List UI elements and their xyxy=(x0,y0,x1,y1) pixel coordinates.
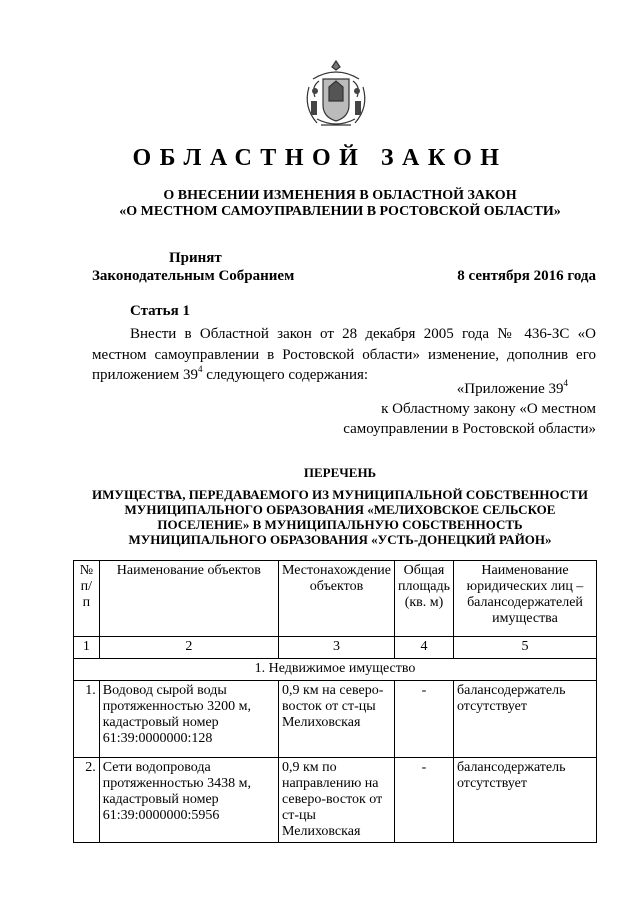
column-number: 3 xyxy=(278,637,394,659)
law-title: ОБЛАСТНОЙ ЗАКОН xyxy=(132,145,508,171)
column-number: 4 xyxy=(395,637,454,659)
appendix-superscript: 4 xyxy=(563,378,568,388)
article-text-part1: Внести в Областной закон от 28 декабря 2005 года № 436-ЗС «О местном самоуправлении в Ростовской области» изменение, дополнив его приложением 39 xyxy=(92,326,596,383)
list-subtitle xyxy=(0,487,640,547)
appendix-line1: «Приложение 39 xyxy=(456,381,564,397)
header-name: Наименование объектов xyxy=(99,561,278,637)
adoption-date: 8 сентября 2016 года xyxy=(457,268,596,284)
list-subtitle-line3: ПОСЕЛЕНИЕ» В МУНИЦИПАЛЬНУЮ СОБСТВЕННОСТЬ xyxy=(157,517,523,532)
article-title: Статья 1 xyxy=(130,303,190,319)
adoption-line1: Принят xyxy=(169,250,222,266)
appendix-line2: к Областному закону «О местном xyxy=(381,401,596,417)
row-holder: балансодержатель отсутствует xyxy=(453,758,596,843)
coat-of-arms-emblem xyxy=(301,57,371,131)
row-location: 0,9 км на северо-восток от ст-цы Мелиховская xyxy=(278,681,394,758)
appendix-line3: самоуправлении в Ростовской области» xyxy=(343,421,596,437)
column-number: 2 xyxy=(99,637,278,659)
appendix-reference xyxy=(320,379,596,439)
article-text-superscript: 4 xyxy=(197,364,203,374)
row-area: - xyxy=(395,681,454,758)
row-num: 1. xyxy=(74,681,100,758)
list-subtitle-line1: ИМУЩЕСТВА, ПЕРЕДАВАЕМОГО ИЗ МУНИЦИПАЛЬНОЙ СОБСТВЕННОСТИ xyxy=(92,487,588,502)
header-area: Общая площадь (кв. м) xyxy=(395,561,454,637)
article-text xyxy=(92,324,596,386)
article-text-part2: следующего содержания: xyxy=(202,367,369,383)
header-num: № п/п xyxy=(74,561,100,637)
list-subtitle-line2: МУНИЦИПАЛЬНОГО ОБРАЗОВАНИЯ «МЕЛИХОВСКОЕ СЕЛЬСКОЕ xyxy=(124,502,556,517)
property-table xyxy=(73,560,597,843)
header-holders: Наименование юридических лиц – балансодержателей имущества xyxy=(453,561,596,637)
adoption-line2: Законодательным Собранием xyxy=(92,268,295,284)
row-name: Сети водопровода протяженностью 3438 м, кадастровый номер 61:39:0000000:5956 xyxy=(99,758,278,843)
row-num: 2. xyxy=(74,758,100,843)
table-header-row xyxy=(74,561,597,637)
table-row xyxy=(74,758,597,843)
table-row xyxy=(74,681,597,758)
list-title: ПЕРЕЧЕНЬ xyxy=(303,465,377,480)
row-holder: балансодержатель отсутствует xyxy=(453,681,596,758)
law-subtitle-line1: О ВНЕСЕНИИ ИЗМЕНЕНИЯ В ОБЛАСТНОЙ ЗАКОН xyxy=(163,188,517,203)
row-area: - xyxy=(395,758,454,843)
column-number: 1 xyxy=(74,637,100,659)
section-title: 1. Недвижимое имущество xyxy=(74,659,597,681)
row-name: Водовод сырой воды протяженностью 3200 м, кадастровый номер 61:39:0000000:128 xyxy=(99,681,278,758)
column-number-row xyxy=(74,637,597,659)
column-number: 5 xyxy=(453,637,596,659)
law-subtitle-line2: «О МЕСТНОМ САМОУПРАВЛЕНИИ В РОСТОВСКОЙ ОБЛАСТИ» xyxy=(119,204,561,219)
header-location: Местонахождение объектов xyxy=(278,561,394,637)
section-row xyxy=(74,659,597,681)
law-subtitle xyxy=(0,188,640,220)
row-location: 0,9 км по направлению на северо-восток от ст-цы Мелиховская xyxy=(278,758,394,843)
list-subtitle-line4: МУНИЦИПАЛЬНОГО ОБРАЗОВАНИЯ «УСТЬ-ДОНЕЦКИЙ РАЙОН» xyxy=(128,532,552,547)
